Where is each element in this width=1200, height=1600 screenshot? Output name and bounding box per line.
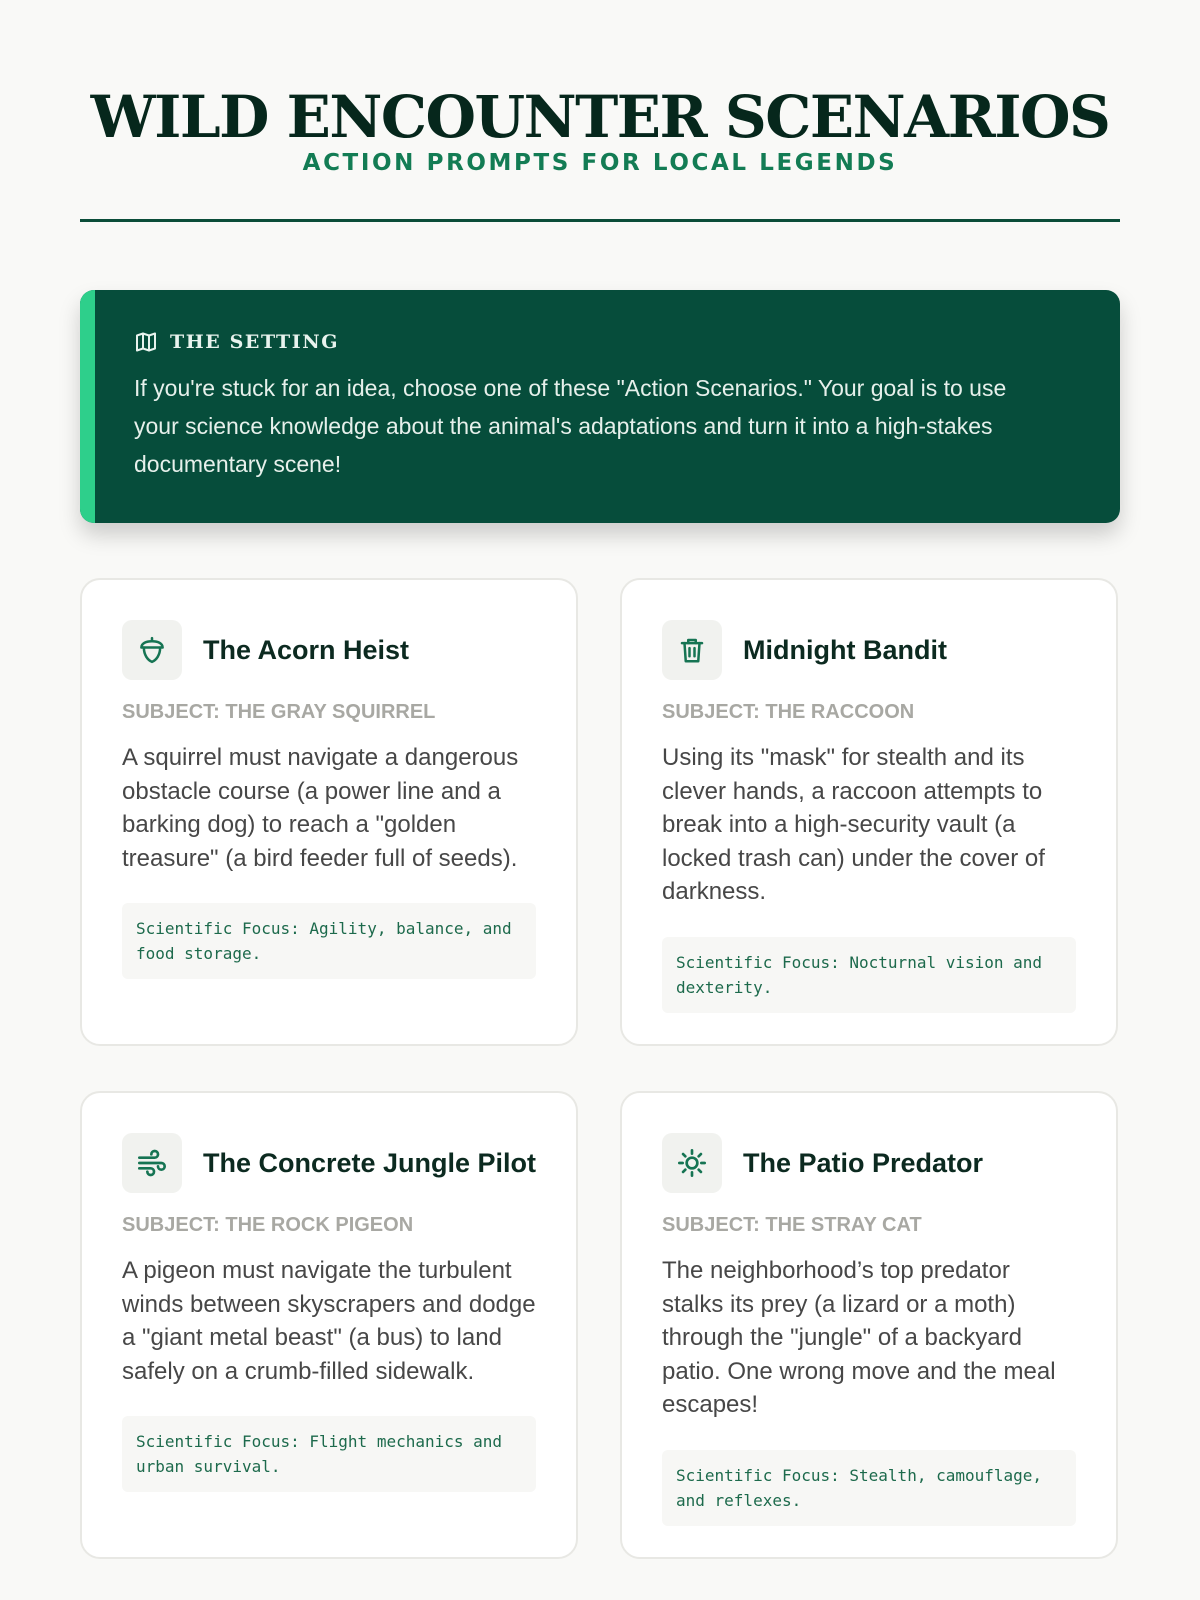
card-description: The neighborhood’s top predator stalks its prey (a lizard or a moth) through the "jungle" of a backyard patio. One wrong move and the meal escapes! xyxy=(662,1257,1056,1418)
sun-icon xyxy=(662,1133,722,1193)
scientific-focus: Scientific Focus: Nocturnal vision and dexterity. xyxy=(662,937,1076,1013)
card-subject: SUBJECT: THE STRAY CAT xyxy=(662,1214,922,1236)
setting-text: If you're stuck for an idea, choose one of these "Action Scenarios." Your goal is to use your science knowledge about the animal's adaptations and turn it into a high-stakes documentary scene! xyxy=(134,375,1007,477)
card-subject: SUBJECT: THE RACCOON xyxy=(662,701,915,723)
setting-accent-stripe xyxy=(80,290,95,523)
scientific-focus: Scientific Focus: Flight mechanics and urban survival. xyxy=(122,1416,536,1492)
card-subject: SUBJECT: THE ROCK PIGEON xyxy=(122,1214,414,1236)
setting-label: THE SETTING xyxy=(170,331,340,353)
page-title: WILD ENCOUNTER SCENARIOS xyxy=(90,83,1110,151)
scenario-card-patio-predator xyxy=(620,1091,1118,1559)
card-description: Using its "mask" for stealth and its clever hands, a raccoon attempts to break into a high-security vault (a locked trash can) under the cover of darkness. xyxy=(662,744,1045,905)
map-icon xyxy=(134,330,158,354)
setting-heading xyxy=(134,330,339,354)
card-title: The Acorn Heist xyxy=(203,634,410,665)
scientific-focus: Scientific Focus: Stealth, camouflage, and reflexes. xyxy=(662,1450,1076,1526)
card-subject: SUBJECT: THE GRAY SQUIRREL xyxy=(122,701,436,723)
scenario-card-acorn-heist xyxy=(80,578,578,1046)
setting-callout xyxy=(80,290,1120,523)
scenario-card-midnight-bandit xyxy=(620,578,1118,1046)
wind-icon xyxy=(122,1133,182,1193)
card-description: A squirrel must navigate a dangerous obstacle course (a power line and a barking dog) to reach a "golden treasure" (a bird feeder full of seeds). xyxy=(122,744,519,872)
card-title: The Concrete Jungle Pilot xyxy=(203,1147,537,1178)
header-divider xyxy=(80,219,1120,222)
page-subtitle: ACTION PROMPTS FOR LOCAL LEGENDS xyxy=(302,150,898,176)
card-title: The Patio Predator xyxy=(743,1147,984,1178)
card-title: Midnight Bandit xyxy=(743,634,947,665)
scientific-focus: Scientific Focus: Agility, balance, and food storage. xyxy=(122,903,536,979)
card-description: A pigeon must navigate the turbulent winds between skyscrapers and dodge a "giant metal beast" (a bus) to land safely on a crumb-filled sidewalk. xyxy=(122,1257,536,1385)
scenario-card-concrete-jungle-pilot xyxy=(80,1091,578,1559)
acorn-icon xyxy=(122,620,182,680)
trash-can-icon xyxy=(662,620,722,680)
